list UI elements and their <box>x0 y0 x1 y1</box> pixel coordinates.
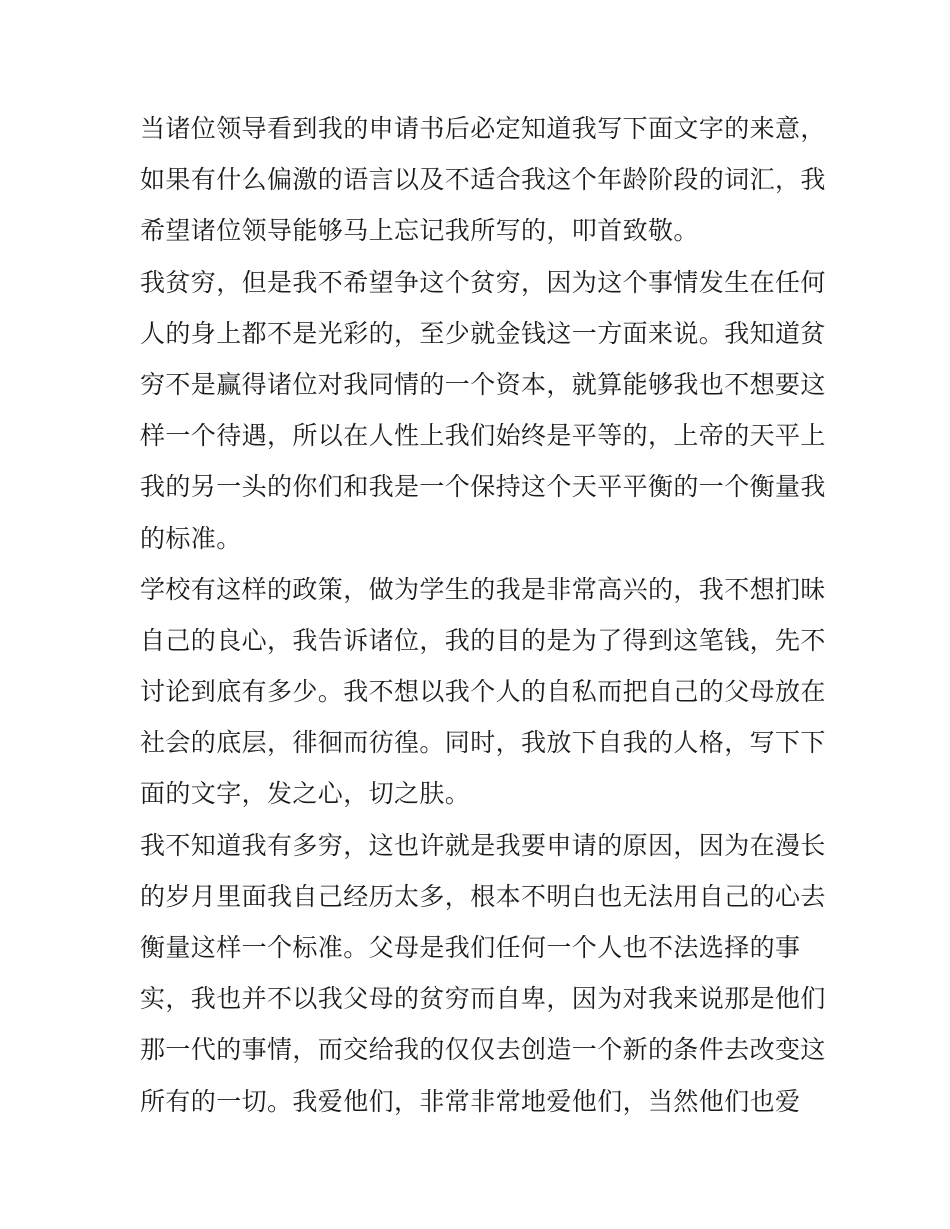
text-line: 自己的良心，我告诉诸位，我的目的是为了得到这笔钱，先不 <box>140 625 826 655</box>
text-line: 我不知道我有多穷，这也许就是我要申请的原因，因为在漫长 <box>140 830 826 860</box>
text-line: 衡量这样一个标准。父母是我们任何一个人也不法选择的事 <box>140 933 801 962</box>
text-line: 我的另一头的你们和我是一个保持这个天平平衡的一个衡量我 <box>140 472 826 502</box>
text-line: 实，我也并不以我父母的贫穷而自卑，因为对我来说那是他们 <box>140 984 826 1014</box>
text-line: 穷不是赢得诸位对我同情的一个资本，就算能够我也不想要这 <box>140 369 826 399</box>
text-line: 面的文字，发之心，切之肤。 <box>140 779 471 809</box>
text-line: 社会的底层，徘徊而彷徨。同时，我放下自我的人格，写下下 <box>140 728 826 758</box>
document-body <box>140 103 826 1127</box>
text-line: 讨论到底有多少。我不想以我个人的自私而把自己的父母放在 <box>140 677 826 707</box>
text-line: 所有的一切。我爱他们，非常非常地爱他们，当然他们也爱 <box>140 1086 801 1116</box>
text-line: 学校有这样的政策，做为学生的我是非常高兴的，我不想扪昧 <box>140 574 826 604</box>
text-line: 当诸位领导看到我的申请书后必定知道我写下面文字的来意， <box>140 114 826 143</box>
text-line: 人的身上都不是光彩的，至少就金钱这一方面来说。我知道贫 <box>140 318 826 348</box>
text-line: 的岁月里面我自己经历太多，根本不明白也无法用自己的心去 <box>140 881 826 911</box>
text-line: 样一个待遇，所以在人性上我们始终是平等的，上帝的天平上 <box>140 421 826 451</box>
text-line: 的标准。 <box>140 523 242 553</box>
text-line: 我贫穷，但是我不希望争这个贫穷，因为这个事情发生在任何 <box>140 267 826 297</box>
text-line: 那一代的事情，而交给我的仅仅去创造一个新的条件去改变这 <box>140 1035 826 1065</box>
text-line: 希望诸位领导能够马上忘记我所写的，叩首致敬。 <box>140 216 699 246</box>
text-line: 如果有什么偏激的语言以及不适合我这个年龄阶段的词汇，我 <box>140 165 826 195</box>
